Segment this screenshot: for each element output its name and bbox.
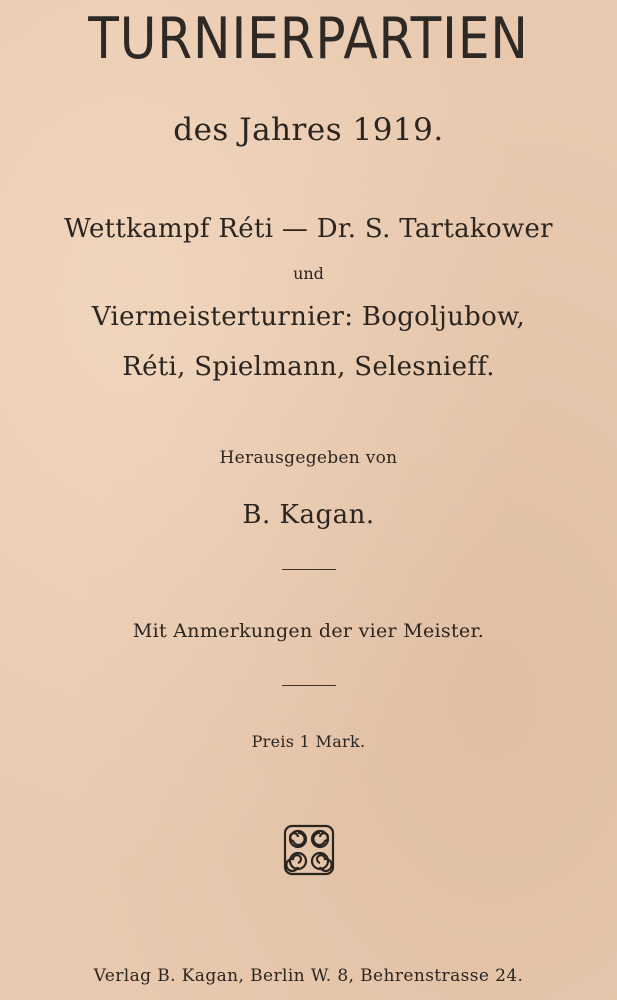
- price-text: Preis 1 Mark.: [251, 732, 366, 751]
- book-subtitle: des Jahres 1919.: [173, 112, 444, 148]
- publisher-line: Verlag B. Kagan, Berlin W. 8, Behrenstrasse 24.: [93, 966, 524, 986]
- editor-name: B. Kagan.: [242, 500, 375, 530]
- book-title: TURNIERPARTIEN: [88, 6, 529, 72]
- rose-ornament-icon: [283, 824, 335, 876]
- annotations-note: Mit Anmerkungen der vier Meister.: [132, 620, 485, 642]
- tournament-line-1: Viermeisterturnier: Bogoljubow,: [91, 302, 526, 332]
- match-line: Wettkampf Réti — Dr. S. Tartakower: [64, 214, 553, 244]
- conjunction-text: und: [293, 264, 324, 283]
- divider-rule: [282, 685, 336, 686]
- edited-by-label: Herausgegeben von: [219, 448, 398, 468]
- divider-rule: [282, 569, 336, 570]
- tournament-line-2: Réti, Spielmann, Selesnieff.: [122, 352, 495, 382]
